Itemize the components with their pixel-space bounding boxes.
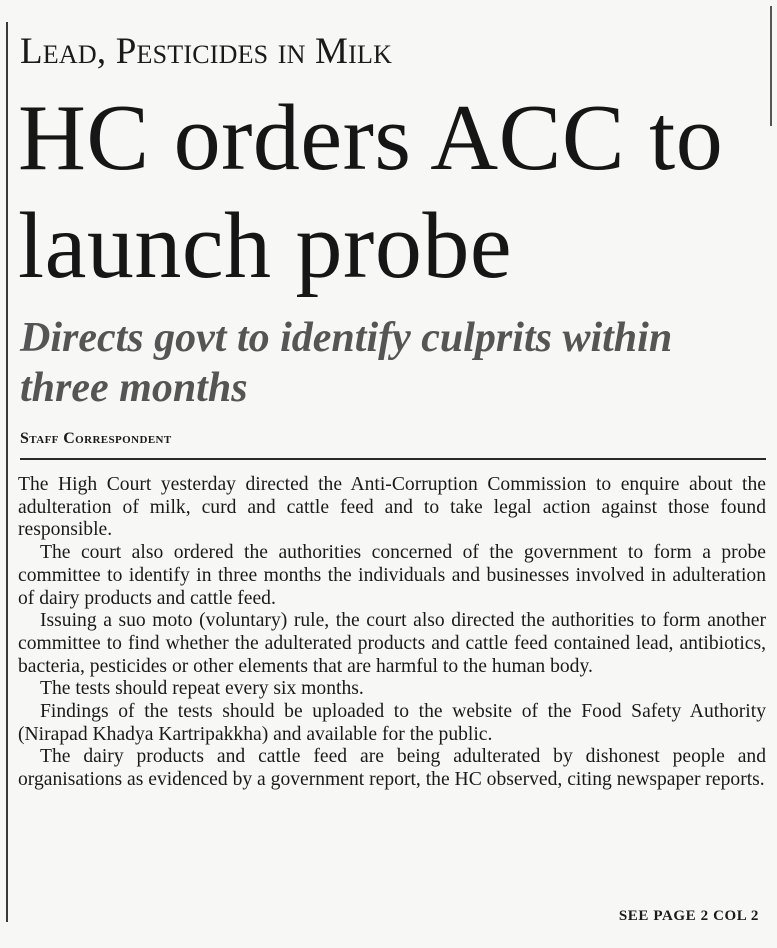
continuation-jump: SEE PAGE 2 COL 2 — [618, 908, 759, 924]
body-paragraph-2: The court also ordered the authorities concerned of the government to form a probe committee to identify in three months the individuals and businesses involved in adulteration of dairy products and cattle feed. — [18, 542, 766, 609]
kicker — [20, 32, 392, 72]
body-paragraph-3: Issuing a suo moto (voluntary) rule, the court also directed the authorities to form another committee to find whether the adulterated products and cattle feed contained lead, antibiotics, bacteria, pesticides or other elements that are harmful to the human body. — [18, 610, 766, 677]
kicker-text: Lead, Pesticides in Milk — [20, 31, 393, 72]
left-column-rule — [6, 22, 8, 922]
right-column-rule — [770, 6, 772, 126]
body-paragraph-5: Findings of the tests should be uploaded to the website of the Food Safety Authority (Nirapad Khadya Kartripakkha) and available for the public. — [18, 701, 766, 745]
body-paragraph-1: The High Court yesterday directed the Anti-Corruption Commission to enquire about the adulteration of milk, curd and cattle feed and to take legal action against those found responsible. — [18, 474, 766, 541]
article-body — [18, 474, 766, 792]
byline: Staff Correspondent — [20, 430, 172, 447]
body-paragraph-6: The dairy products and cattle feed are being adulterated by dishonest people and organisations as evidenced by a government report, the HC observed, citing newspaper reports. — [18, 746, 766, 791]
byline-divider — [20, 458, 766, 460]
headline: HC orders ACC to launch probe — [18, 86, 724, 298]
subheadline: Directs govt to identify culprits within three months — [20, 315, 673, 411]
body-paragraph-4: The tests should repeat every six months. — [40, 678, 364, 700]
